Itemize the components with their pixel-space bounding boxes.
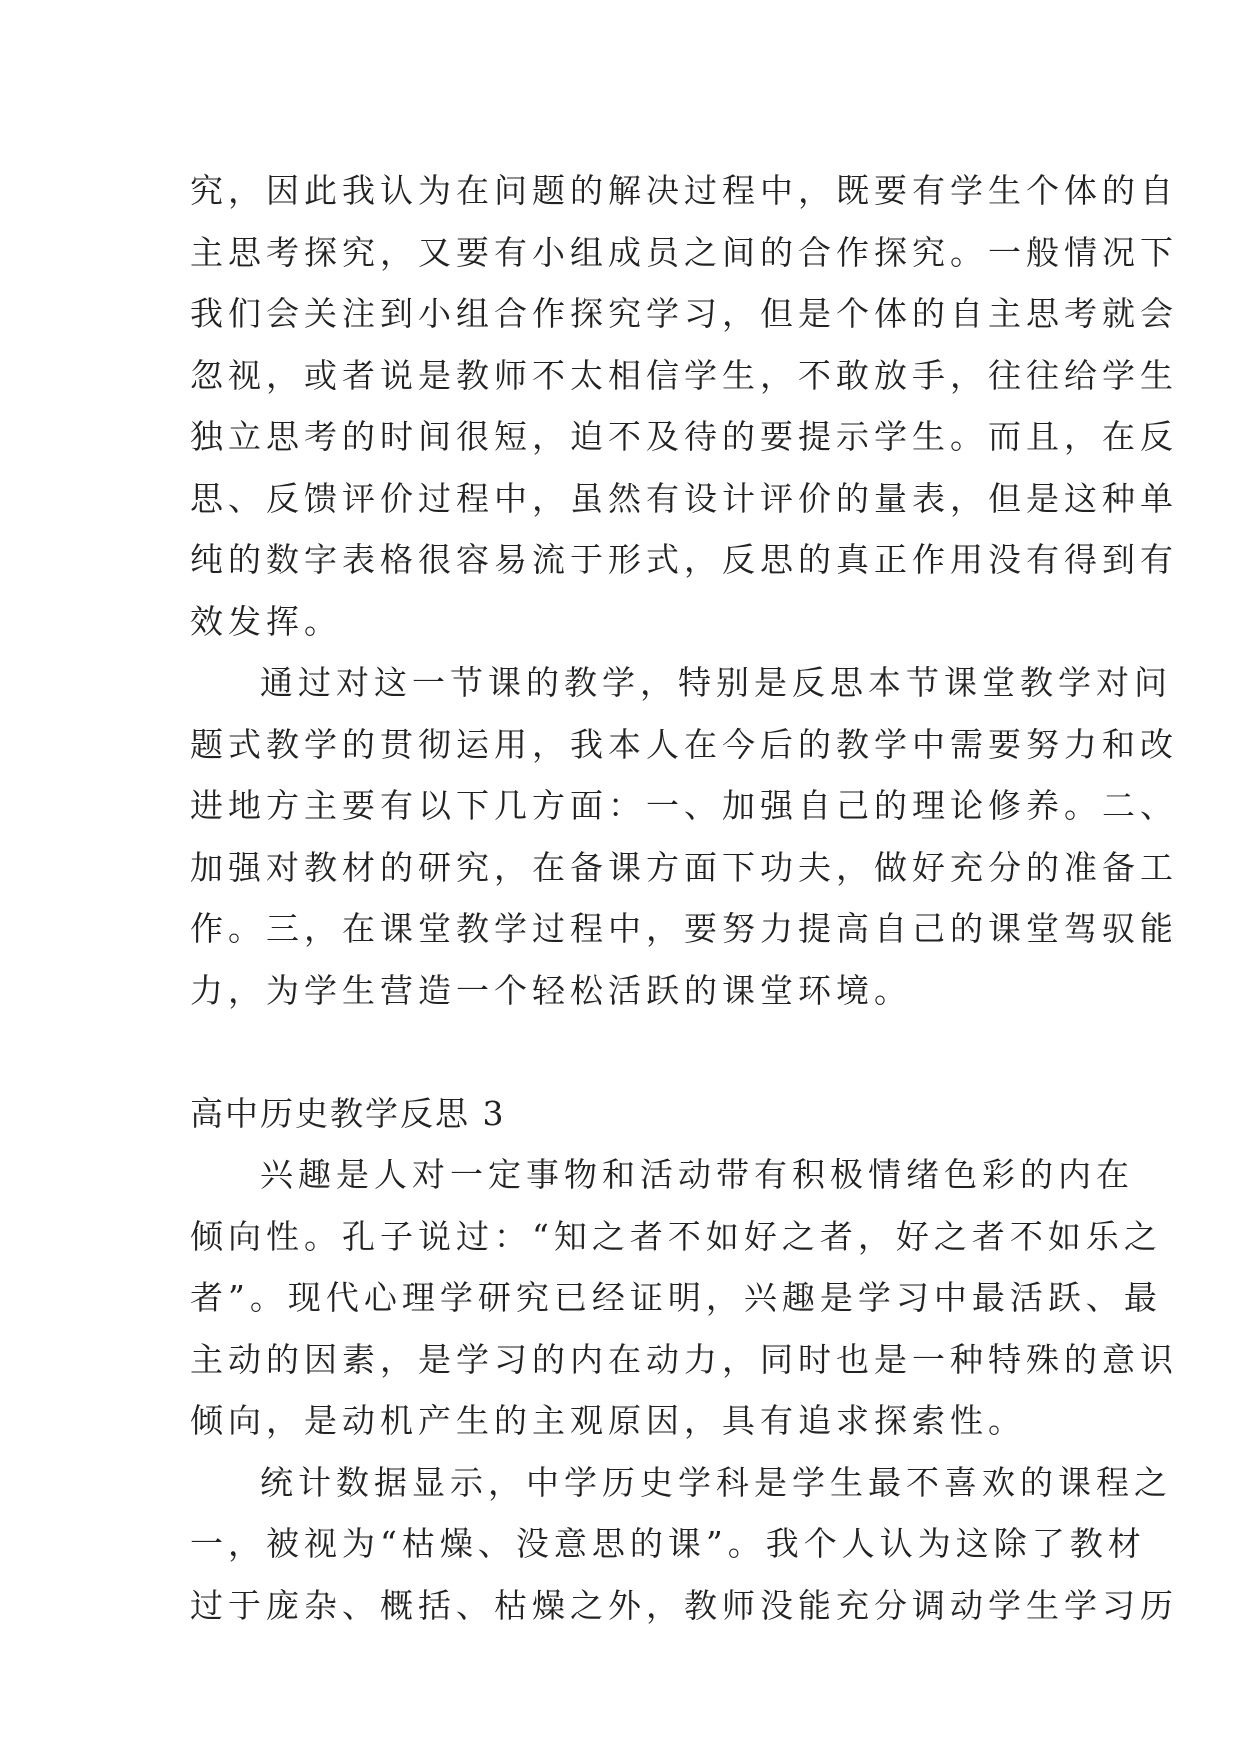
text-line: 加强对教材的研究，在备课方面下功夫，做好充分的准备工 (190, 847, 1178, 887)
text-line: 效发挥。 (190, 601, 342, 641)
text-line: 思、反馈评价过程中，虽然有设计评价的量表，但是这种单 (190, 478, 1178, 518)
paragraph-4 (190, 1452, 1178, 1637)
paragraph-2 (190, 652, 1178, 1021)
text-line: 过于庞杂、概括、枯燥之外，教师没能充分调动学生学习历 (190, 1585, 1178, 1625)
text-line: 独立思考的时间很短，迫不及待的要提示学生。而且，在反 (190, 417, 1178, 456)
text-line: 倾向性。孔子说过：“知之者不如好之者，好之者不如乐之 (190, 1216, 1162, 1256)
text-line: 主动的因素，是学习的内在动力，同时也是一种特殊的意识 (190, 1339, 1178, 1379)
text-line: 力，为学生营造一个轻松活跃的课堂环境。 (190, 970, 912, 1010)
text-line: 忽视，或者说是教师不太相信学生，不敢放手，往往给学生 (190, 355, 1178, 395)
text-line: 进地方主要有以下几方面：一、加强自己的理论修养。二、 (190, 786, 1178, 825)
paragraph-3 (190, 1144, 1178, 1452)
document-body (190, 160, 1178, 1636)
text-line: 通过对这一节课的教学，特别是反思本节课堂教学对问 (260, 663, 1172, 702)
text-line: 统计数据显示，中学历史学科是学生最不喜欢的课程之 (260, 1462, 1172, 1502)
text-line: 倾向，是动机产生的主观原因，具有追求探索性。 (190, 1401, 1026, 1440)
text-line: 主思考探究，又要有小组成员之间的合作探究。一般情况下 (190, 232, 1178, 272)
section-gap (190, 1021, 1070, 1083)
paragraph-1 (190, 160, 1178, 652)
text-line: 作。三，在课堂教学过程中，要努力提高自己的课堂驾驭能 (190, 909, 1178, 948)
text-line: 纯的数字表格很容易流于形式，反思的真正作用没有得到有 (190, 540, 1178, 579)
text-line: 究，因此我认为在问题的解决过程中，既要有学生个体的自 (190, 171, 1178, 210)
section-title: 高中历史教学反思 3 (190, 1093, 506, 1133)
text-line: 一，被视为“枯燥、没意思的课”。我个人认为这除了教材 (190, 1524, 1146, 1563)
text-line: 题式教学的贯彻运用，我本人在今后的教学中需要努力和改 (190, 724, 1178, 764)
text-line: 者”。现代心理学研究已经证明，兴趣是学习中最活跃、最 (190, 1278, 1162, 1317)
text-line: 兴趣是人对一定事物和活动带有积极情绪色彩的内在 (260, 1155, 1134, 1194)
text-line: 我们会关注到小组合作探究学习，但是个体的自主思考就会 (190, 294, 1178, 333)
